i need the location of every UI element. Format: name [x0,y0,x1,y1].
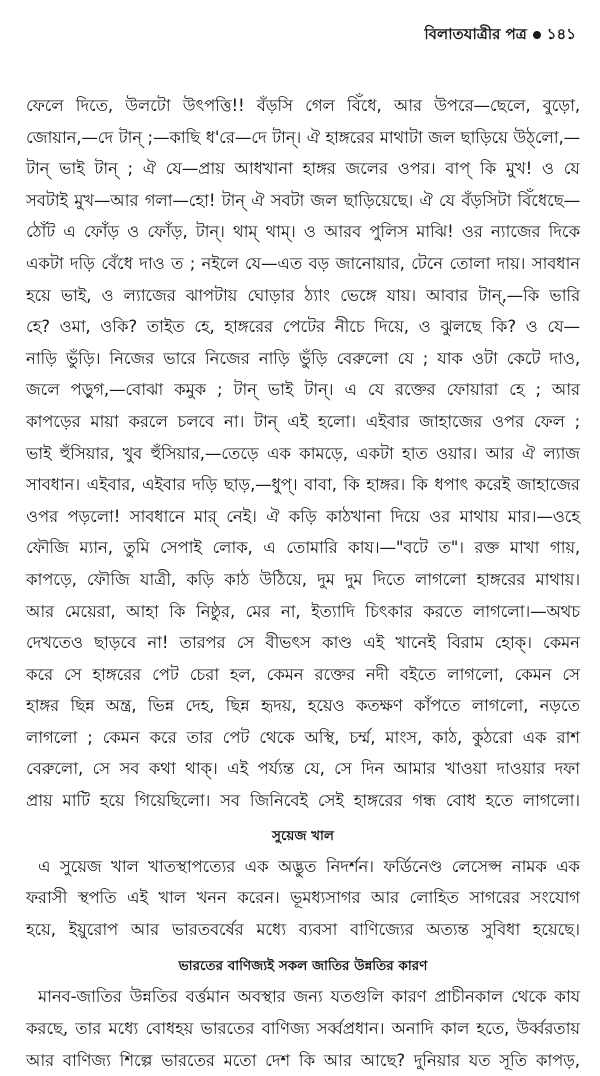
section-heading-suez-canal: সুয়েজ খাল [272,827,334,844]
text-line: ফরাসী স্থপতি এই খাল খনন করেন। ভূমধ্যসাগর আর লোহিত সাগরের সংযোগ [26,888,580,908]
text-line: লাগলো ; কেমন করে তার পেট থেকে অস্থি, চর্ম্ম, মাংস, কাঠ, কুঠরো এক রাশ [26,727,580,747]
text-line: কাপড়ের মায়া করলে চলবে না। টান্‌ এই হলো। এইবার জাহাজের ওপর ফেল ; [26,411,580,431]
running-head-title: বিলাতযাত্রীর পত্র [424,24,527,43]
text-line: হে? ওমা, ওকি? তাইত হে, হাঙ্গরের পেটের নীচে দিয়ে, ও ঝুলছে কি? ও যে— [26,317,580,337]
paragraph-indian-trade [26,981,580,1076]
text-line: দেখতেও ছাড়বে না! তারপর সে বীভৎস কাণ্ড এই খানেই বিরাম হোক্‌। কেমন [26,633,580,653]
bullet-dot-icon [533,31,541,39]
text-line: জোয়ান,—দে টান্‌ ;—কাছি ধ'রে—দে টান্‌। ঐ হাঙ্গরের মাথাটা জল ছাড়িয়ে উঠ্‌লো,— [26,127,580,147]
text-line: প্রায় মাটি হয়ে গিয়েছিলো। সব জিনিবেই সেই হাঙ্গরের গন্ধ বোধ হতে লাগলো। [26,791,580,811]
text-line: ভাই হুঁসিয়ার, খুব হুঁসিয়ার,—তেড়ে এক কামড়ে, একটা হাত ওয়ার। আর ঐ ল্যাজ [26,443,580,463]
text-line: হয়ে, ইয়ুরোপ আর ভারতবর্ষের মধ্যে ব্যবসা বাণিজ্যের অত্যন্ত সুবিধা হয়েছে। [26,919,580,939]
text-line: সবটাই মুখ—আর গলা—হো! টান্‌ ঐ সবটা জল ছাড়িয়েছে। ঐ যে বঁড়সিটা বিঁধেছে— [26,190,580,210]
text-line: নাড়ি ভুঁড়ি। নিজের ভারে নিজের নাড়ি ভুঁড়ি বেরুলো যে ; যাক ওটা কেটে দাও, [26,348,580,368]
paragraph-shark-episode [26,90,580,817]
text-line: কাপড়ে, ফৌজি যাত্রী, কড়ি কাঠ উঠিয়ে, দুম দুম দিতে লাগলো হাঙ্গরের মাথায়। [26,569,580,589]
text-line: একটা দড়ি বেঁধে দাও ত ; নইলে যে—এত বড় জানোয়ার, টেনে তোলা দায়। সাবধান [26,253,580,273]
text-line: করে সে হাঙ্গরের পেট চেরা হল, কেমন রক্তের নদী বইতে লাগলো, কেমন সে [26,664,580,684]
text-line: বেরুলো, সে সব কথা থাক্‌। এই পর্য্যন্ত যে, সে দিন আমার খাওয়া দাওয়ার দফা [26,759,580,779]
running-head [26,22,580,48]
page-number: ১৪১ [546,24,576,43]
text-line: মানব-জাতির উন্নতির বর্ত্তমান অবস্থার জন্য যতগুলি কারণ প্রাচীনকাল থেকে কায [38,987,580,1007]
text-line: ঠোঁট এ ফোঁড় ও ফোঁড়, টান্‌। থাম্‌ থাম্‌। ও আরব পুলিস মাঝি! ওর ন্যাজের দিকে [26,222,580,242]
text-line: টান্‌ ভাই টান্‌ ; ঐ যে—প্রায় আধখানা হাঙ্গর জলের ওপর। বাপ্‌ কি মুখ! ও যে [26,159,580,179]
text-line: এ সুয়েজ খাল খাতস্থাপত্যের এক অদ্ভুত নিদর্শন। ফর্ডিনেণ্ড লেসেপ্স নামক এক [38,856,580,876]
text-line: ফৌজি ম্যান, তুমি সেপাই লোক, এ তোমারি কায।—"বটে ত"। রক্ত মাখা গায়, [26,538,580,558]
paragraph-suez-canal [26,851,580,946]
text-line: আর বাণিজ্য শিল্পে ভারতের মতো দেশ কি আর আছে? দুনিয়ার যত সূতি কাপড়, [26,1050,580,1070]
text-line: ফেলে দিতে, উলটো উৎপত্তি!! বঁড়সি গেল বিঁধে, আর উপরে—ছেলে, বুড়ো, [26,96,580,115]
text-line: আর মেয়েরা, আহা কি নিষ্ঠুর, মের না, ইত্যাদি চিৎকার করতে লাগলো।—অথচ [26,601,580,621]
text-line: জলে পড়ুগ,—বোঝা কমুক ; টান্‌ ভাই টান্‌। এ যে রক্তের ফোয়ারা হে ; আর [26,380,580,400]
text-line: ওপর পড়লো! সাবধানে মার্‌ নেই। ঐ কড়ি কাঠখানা দিয়ে ওর মাথায় মার।—ওহে [26,506,580,526]
text-line: সাবধান। এইবার, এইবার দড়ি ছাড়,—ধুপ্‌। বাবা, কি হাঙ্গর। কি ধপাৎ করেই জাহাজের [26,475,580,495]
text-line: করছে, তার মধ্যে বোধহয় ভারতের বাণিজ্য সর্ব্বপ্রধান। অনাদি কাল হতে, উর্ব্বরতায় [26,1019,580,1039]
section-heading-indian-trade: ভারতের বাণিজ্যই সকল জাতির উন্নতির কারণ [178,958,428,975]
text-line: হয়ে ভাই, ও ল্যাজের ঝাপটায় ঘোড়ার ঠ্যাং ভেঙ্গে যায়। আবার টান্‌,—কি ভারি [26,285,580,305]
text-line: হাঙ্গর ছিন্ন অন্ত্র, ভিন্ন দেহ, ছিন্ন হৃদয়, হয়েও কতক্ষণ কাঁপতে লাগলো, নড়তে [26,696,580,716]
body-text [26,90,580,1076]
